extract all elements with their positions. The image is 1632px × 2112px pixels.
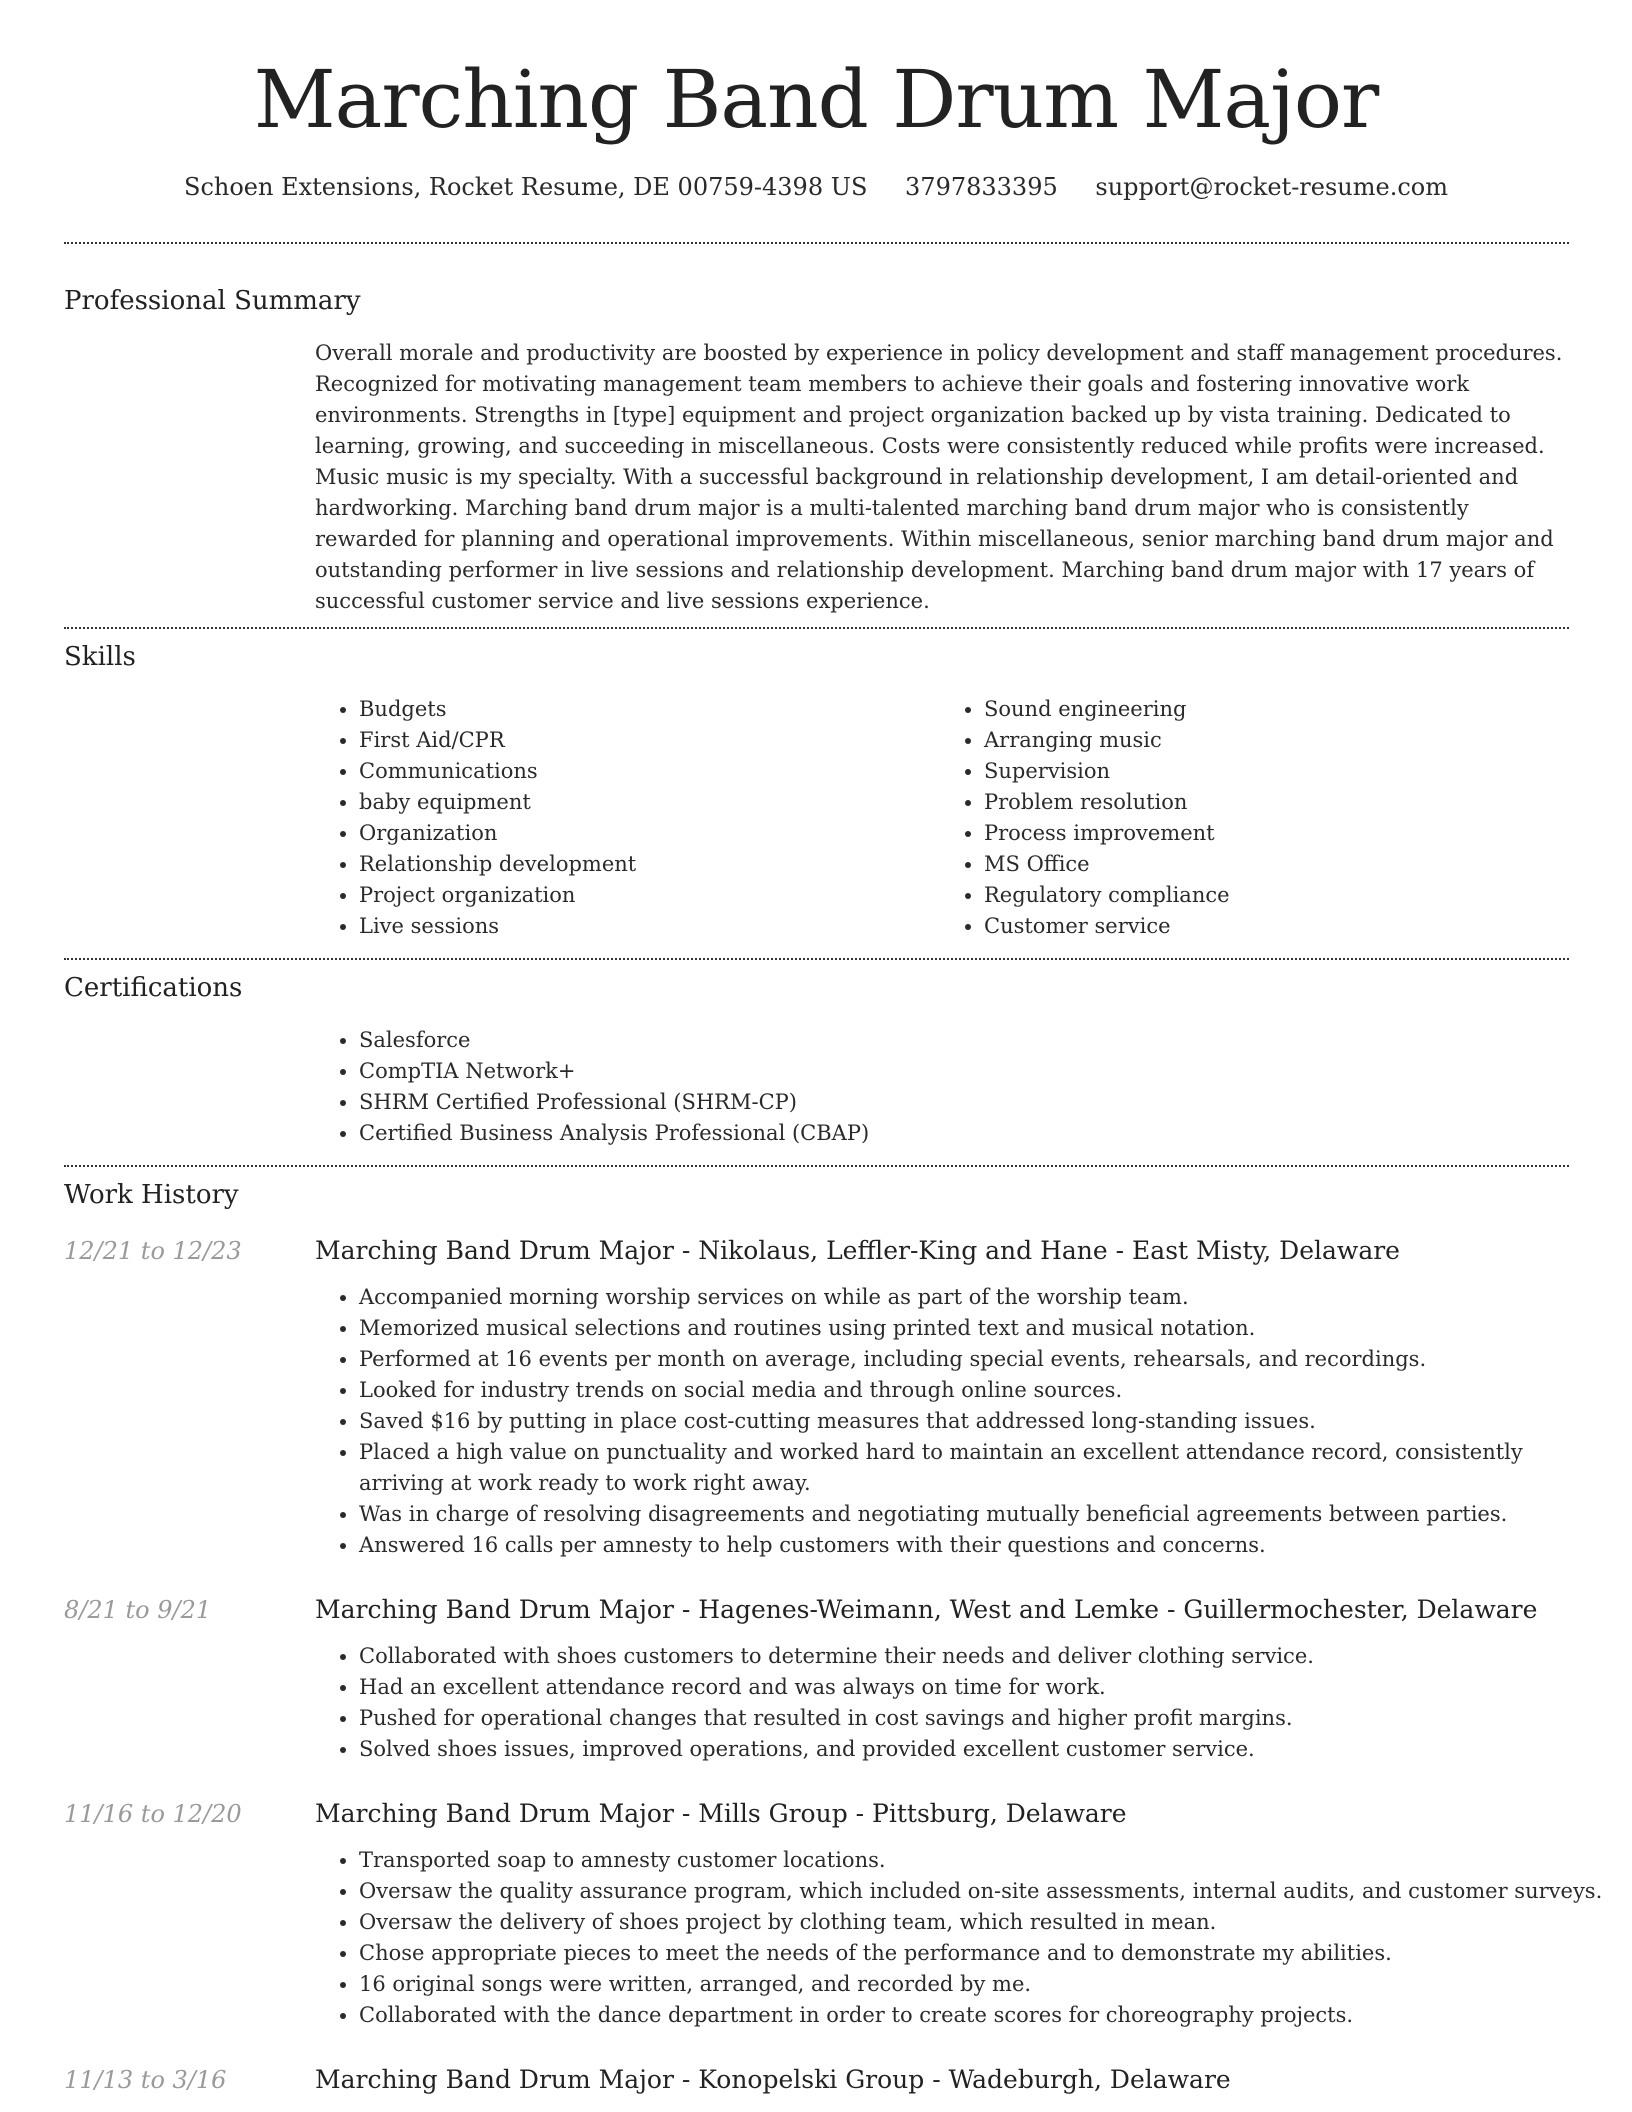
job-bullet: • Memorized musical selections and routines using printed text and musical notation. <box>359 1313 1609 1344</box>
work-history-heading: Work History <box>64 1180 239 1210</box>
skill-item: • Process improvement <box>984 818 1565 849</box>
skill-item: • Problem resolution <box>984 787 1565 818</box>
job-bullet: • Was in charge of resolving disagreements and negotiating mutually beneficial agreements between parties. <box>359 1499 1609 1530</box>
job-dates: 12/21 to 12/23 <box>64 1237 242 1265</box>
skill-item: • Sound engineering <box>984 694 1565 725</box>
skills-list-left <box>315 694 940 942</box>
work-history-section <box>64 1178 1603 2097</box>
skill-item: • baby equipment <box>359 787 940 818</box>
certifications-section <box>64 971 1569 1149</box>
job-title: Marching Band Drum Major - Nikolaus, Leffler-King and Hane - East Misty, Delaware <box>315 1236 1400 1265</box>
contact-address: Schoen Extensions, Rocket Resume, DE 00759-4398 US <box>184 173 868 201</box>
skill-item: • Supervision <box>984 756 1565 787</box>
job-bullet: • 16 original songs were written, arranged, and recorded by me. <box>359 1969 1609 2000</box>
skill-item: • Organization <box>359 818 940 849</box>
job-bullet: • Saved $16 by putting in place cost-cutting measures that addressed long-standing issues. <box>359 1406 1609 1437</box>
skills-list-right <box>940 694 1565 942</box>
job-bullet: • Placed a high value on punctuality and worked hard to maintain an excellent attendance record, consistently arriving at work ready to work right away. <box>359 1437 1609 1499</box>
certification-item: • CompTIA Network+ <box>359 1056 1565 1087</box>
skill-item: • Customer service <box>984 911 1565 942</box>
section-divider <box>64 242 1569 244</box>
contact-phone: 3797833395 <box>905 173 1058 201</box>
job-bullet: • Answered 16 calls per amnesty to help customers with their questions and concerns. <box>359 1530 1609 1561</box>
job-bullet: • Looked for industry trends on social media and through online sources. <box>359 1375 1609 1406</box>
job-bullets <box>315 1845 1609 2031</box>
job-bullet: • Accompanied morning worship services on while as part of the worship team. <box>359 1282 1609 1313</box>
certifications-heading: Certifications <box>64 973 243 1003</box>
job-dates: 11/13 to 3/16 <box>64 2066 227 2094</box>
job-bullet: • Oversaw the delivery of shoes project by clothing team, which resulted in mean. <box>359 1907 1609 1938</box>
certification-item: • Certified Business Analysis Professional (CBAP) <box>359 1118 1565 1149</box>
contact-email: support@rocket-resume.com <box>1095 173 1448 201</box>
section-divider <box>64 627 1569 629</box>
skills-heading: Skills <box>64 642 136 672</box>
job-entry <box>64 1234 1569 1561</box>
skills-section <box>64 640 1569 942</box>
skills-columns <box>315 694 1565 942</box>
skill-item: • First Aid/CPR <box>359 725 940 756</box>
skill-item: • Regulatory compliance <box>984 880 1565 911</box>
job-dates: 11/16 to 12/20 <box>64 1800 242 1828</box>
skill-item: • Communications <box>359 756 940 787</box>
job-bullet: • Oversaw the quality assurance program, which included on-site assessments, internal audits, and customer surveys. <box>359 1876 1609 1907</box>
job-bullet: • Chose appropriate pieces to meet the needs of the performance and to demonstrate my abilities. <box>359 1938 1609 1969</box>
job-bullet: • Collaborated with the dance department in order to create scores for choreography projects. <box>359 2000 1609 2031</box>
job-bullets <box>315 1641 1609 1765</box>
job-title: Marching Band Drum Major - Hagenes-Weimann, West and Lemke - Guillermochester, Delaware <box>315 1595 1538 1624</box>
job-title: Marching Band Drum Major - Mills Group - Pittsburg, Delaware <box>315 1799 1127 1828</box>
job-bullet: • Pushed for operational changes that resulted in cost savings and higher profit margins. <box>359 1703 1609 1734</box>
skill-item: • Live sessions <box>359 911 940 942</box>
job-bullets <box>315 1282 1609 1561</box>
section-divider <box>64 958 1569 960</box>
summary-heading: Professional Summary <box>64 286 361 316</box>
job-entry <box>64 1797 1603 2031</box>
job-title: Marching Band Drum Major - Konopelski Group - Wadeburgh, Delaware <box>315 2065 1231 2094</box>
summary-section <box>64 284 1569 617</box>
job-entry <box>64 2063 1569 2097</box>
skill-item: • MS Office <box>984 849 1565 880</box>
skill-item: • Relationship development <box>359 849 940 880</box>
skill-item: • Project organization <box>359 880 940 911</box>
certification-item: • SHRM Certified Professional (SHRM-CP) <box>359 1087 1565 1118</box>
certifications-list <box>315 1025 1565 1149</box>
job-bullet: • Solved shoes issues, improved operations, and provided excellent customer service. <box>359 1734 1609 1765</box>
job-dates: 8/21 to 9/21 <box>64 1596 212 1624</box>
certification-item: • Salesforce <box>359 1025 1565 1056</box>
job-entry <box>64 1593 1569 1765</box>
skill-item: • Arranging music <box>984 725 1565 756</box>
skill-item: • Budgets <box>359 694 940 725</box>
job-bullet: • Collaborated with shoes customers to determine their needs and deliver clothing service. <box>359 1641 1609 1672</box>
job-bullet: • Had an excellent attendance record and was always on time for work. <box>359 1672 1609 1703</box>
resume-name: Marching Band Drum Major <box>253 53 1379 146</box>
summary-text: Overall morale and productivity are boosted by experience in policy development and staff management procedures. Recognized for motivating management team members to achieve their goals and fostering innovative work environments. Strengths in [type] equipment and project organization backed up by vista training. Dedicated to learning, growing, and succeeding in miscellaneous. Costs were consistently reduced while profits were increased. Music music is my specialty. With a successful background in relationship development, I am detail-oriented and hardworking. Marching band drum major is a multi-talented marching band drum major who is consistently rewarded for planning and operational improvements. Within miscellaneous, senior marching band drum major and outstanding performer in live sessions and relationship development. Marching band drum major with 17 years of successful customer service and live sessions experience. <box>315 341 1563 613</box>
section-divider <box>64 1165 1569 1167</box>
job-bullet: • Performed at 16 events per month on average, including special events, rehearsals, and recordings. <box>359 1344 1609 1375</box>
job-bullet: • Transported soap to amnesty customer locations. <box>359 1845 1609 1876</box>
contact-line <box>0 170 1632 204</box>
